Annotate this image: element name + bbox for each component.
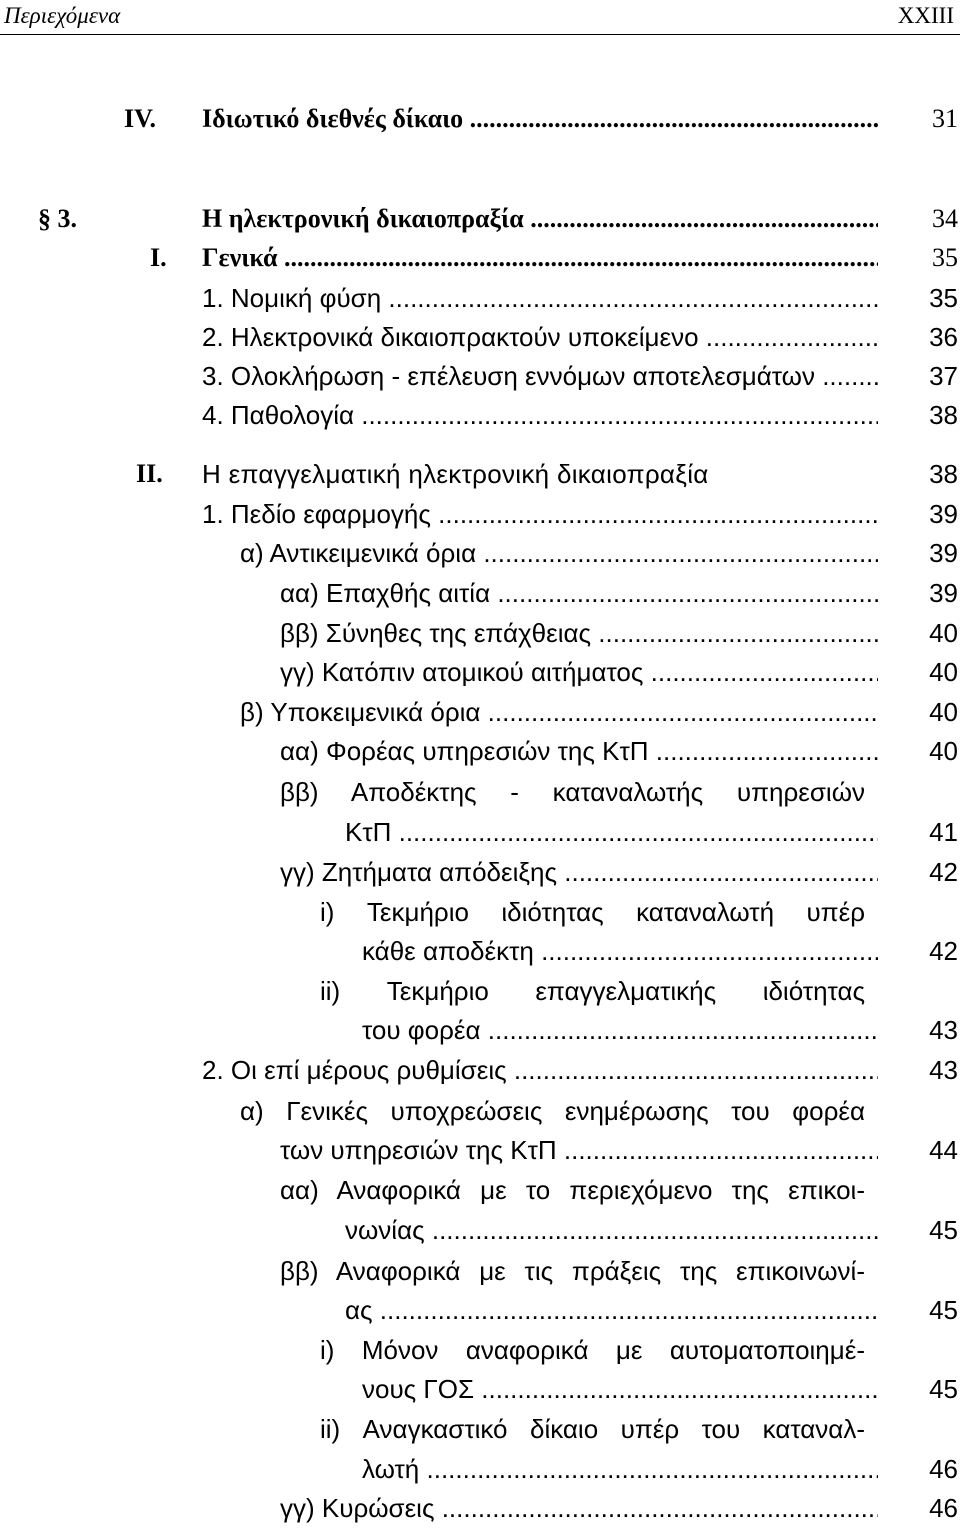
toc-entry (0, 1371, 958, 1407)
toc-entry (0, 1451, 958, 1487)
toc-entry (0, 456, 958, 492)
entry-title: αα) Επαχθής αιτία ..... (280, 575, 878, 611)
toc-entry (0, 1292, 958, 1328)
toc-entry (0, 319, 958, 355)
toc-entry (0, 240, 958, 276)
entry-number: IV. (124, 104, 157, 133)
toc-entry (0, 854, 958, 890)
toc-entry (0, 101, 958, 137)
entry-title: 2. Ηλεκτρονικά δικαιοπρακτούν υποκείμενο ..... (202, 319, 878, 355)
entry-title: γγ) Κυρώσεις ..... (280, 1490, 878, 1526)
entry-title: α) Αντικειμενικά όρια ..... (240, 535, 878, 571)
toc-entry (0, 535, 958, 571)
entry-title: γγ) Ζητήματα απόδειξης ..... (280, 854, 878, 890)
toc-entry (0, 694, 958, 730)
entry-page: 40 (929, 736, 958, 766)
entry-title: 1. Πεδίο εφαρμογής ..... (202, 496, 878, 532)
toc-entry (0, 1132, 958, 1168)
entry-title-line1: ii) Αναγκαστικό δίκαιο υπέρ του καταναλ- (320, 1414, 865, 1444)
toc-entry (0, 1012, 958, 1048)
entry-title-line1: ββ) Αποδέκτης - καταναλωτής υπηρεσιών (280, 777, 865, 807)
entry-page: 37 (929, 361, 958, 391)
toc-entry (0, 615, 958, 651)
entry-page: 45 (929, 1374, 958, 1404)
entry-title: 1. Νομική φύση ..... (202, 280, 878, 316)
entry-number: I. (150, 243, 167, 272)
entry-page: 35 (929, 283, 958, 313)
entry-title: αα) Φορέας υπηρεσιών της ΚτΠ ..... (280, 733, 878, 769)
entry-page: 39 (929, 578, 958, 608)
entry-title-line1: i) Τεκμήριο ιδιότητας καταναλωτή υπέρ (320, 897, 865, 927)
running-title: Περιεχόμενα (4, 3, 121, 28)
entry-title-line2: των υπηρεσιών της ΚτΠ ..... (280, 1132, 878, 1168)
entry-title: β) Υποκειμενικά όρια ..... (240, 694, 878, 730)
entry-title-line2: λωτή ..... (362, 1451, 878, 1487)
entry-title-line2: του φορέα ..... (362, 1012, 878, 1048)
entry-title-line1: ββ) Αναφορικά με τις πράξεις της επικοινωνί- (280, 1256, 865, 1286)
entry-page: 34 (932, 204, 958, 233)
entry-page: 43 (929, 1055, 958, 1085)
toc-entry (0, 575, 958, 611)
entry-page: 41 (929, 817, 958, 847)
toc-entry (0, 933, 958, 969)
entry-page: 35 (932, 243, 958, 272)
entry-title-line2: νωνίας ..... (345, 1212, 878, 1248)
entry-page: 42 (929, 857, 958, 887)
toc-entry (0, 201, 958, 237)
entry-title: 3. Ολοκλήρωση - επέλευση εννόμων αποτελεσμάτων ..... (202, 358, 878, 394)
entry-title-line1: i) Μόνον αναφορικά με αυτοματοποιημέ- (320, 1335, 865, 1365)
entry-page: 46 (929, 1454, 958, 1484)
toc-entry (0, 1052, 958, 1088)
entry-title: Ιδιωτικό διεθνές δίκαιο ..... (202, 101, 878, 137)
toc-entry (0, 814, 958, 850)
toc-entry (0, 1490, 958, 1526)
entry-title-line1: αα) Αναφορικά με το περιεχόμενο της επικοι- (280, 1175, 865, 1205)
entry-page: 38 (929, 400, 958, 430)
entry-page: 39 (929, 499, 958, 529)
entry-page: 45 (929, 1215, 958, 1245)
entry-title: 4. Παθολογία ..... (202, 397, 878, 433)
toc-entry (0, 1212, 958, 1248)
toc-entry (0, 397, 958, 433)
toc-entry (0, 654, 958, 690)
toc-entry (0, 280, 958, 316)
entry-number: § 3. (38, 204, 77, 233)
entry-page: 31 (932, 104, 958, 133)
entry-page: 42 (929, 936, 958, 966)
entry-title-line2: ας ..... (345, 1292, 878, 1328)
entry-title-line2: νους ΓΟΣ ..... (362, 1371, 878, 1407)
toc-entry (0, 358, 958, 394)
toc-entry (0, 496, 958, 532)
toc-entry (0, 733, 958, 769)
entry-title: Η επαγγελματική ηλεκτρονική δικαιοπραξία (202, 459, 709, 489)
entry-title-line1: ii) Τεκμήριο επαγγελματικής ιδιότητας (320, 976, 865, 1006)
entry-title: γγ) Κατόπιν ατομικού αιτήματος ..... (280, 654, 878, 690)
entry-page: 40 (929, 618, 958, 648)
entry-page: 38 (929, 459, 958, 489)
entry-title-line1: α) Γενικές υποχρεώσεις ενημέρωσης του φορέα (240, 1096, 865, 1126)
entry-number: II. (136, 459, 163, 488)
entry-page: 40 (929, 657, 958, 687)
entry-title-line2: κάθε αποδέκτη ..... (362, 933, 878, 969)
entry-page: 43 (929, 1015, 958, 1045)
page-number-roman: XXIII (897, 3, 954, 28)
entry-title-line2: ΚτΠ ..... (345, 814, 878, 850)
entry-page: 44 (929, 1135, 958, 1165)
entry-page: 36 (929, 322, 958, 352)
entry-page: 45 (929, 1295, 958, 1325)
entry-page: 46 (929, 1493, 958, 1523)
entry-title: 2. Οι επί μέρους ρυθμίσεις ..... (202, 1052, 878, 1088)
entry-title: Γενικά ..... (202, 240, 878, 276)
entry-page: 39 (929, 538, 958, 568)
entry-title: Η ηλεκτρονική δικαιοπραξία ..... (202, 201, 878, 237)
entry-title: ββ) Σύνηθες της επάχθειας ..... (280, 615, 878, 651)
entry-page: 40 (929, 697, 958, 727)
page-header (0, 0, 960, 35)
